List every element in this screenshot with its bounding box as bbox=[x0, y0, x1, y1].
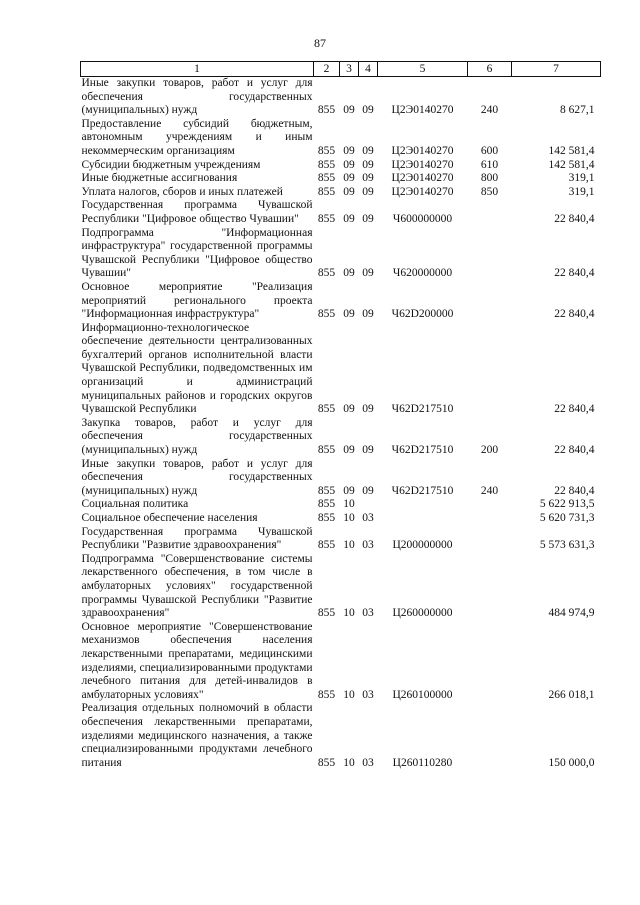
row-target-code: Ч620000000 bbox=[392, 267, 453, 280]
row-target-code: Ч62D217510 bbox=[391, 403, 454, 416]
row-section-code: 10 bbox=[343, 539, 355, 552]
row-amount: 22 840,4 bbox=[554, 444, 595, 457]
row-section-code: 09 bbox=[343, 104, 355, 117]
row-section-code: 10 bbox=[343, 607, 355, 620]
row-ministry-code: 855 bbox=[317, 756, 336, 769]
row-target-code: Ц260100000 bbox=[392, 688, 453, 701]
row-target-code: Ц2Э0140270 bbox=[391, 104, 454, 117]
row-subsection-code: 03 bbox=[362, 756, 374, 769]
column-header: 4 bbox=[359, 62, 378, 77]
row-amount: 484 974,9 bbox=[548, 607, 595, 620]
row-section-code: 09 bbox=[343, 308, 355, 321]
row-subsection-code: 09 bbox=[362, 158, 374, 171]
row-section-code: 10 bbox=[343, 498, 355, 511]
row-amount: 150 000,0 bbox=[548, 756, 595, 769]
table-row bbox=[81, 417, 601, 458]
table-row bbox=[81, 526, 601, 553]
row-section-code: 09 bbox=[343, 172, 355, 185]
row-target-code: Ч62D217510 bbox=[391, 444, 454, 457]
row-amount: 142 581,4 bbox=[548, 158, 595, 171]
row-amount: 8 627,1 bbox=[560, 104, 595, 117]
row-ministry-code: 855 bbox=[317, 607, 336, 620]
row-name: Иные закупки товаров, работ и услуг для обеспечения государственных (муниципальных) нужд bbox=[81, 457, 313, 497]
table-row bbox=[81, 172, 601, 186]
row-name: Государственная программа Чувашской Республики "Развитие здравоохранения" bbox=[81, 525, 313, 552]
row-section-code: 10 bbox=[343, 756, 355, 769]
row-amount: 22 840,4 bbox=[554, 267, 595, 280]
row-target-code: Ц2Э0140270 bbox=[391, 172, 454, 185]
table-row bbox=[81, 186, 601, 200]
row-section-code: 09 bbox=[343, 484, 355, 497]
row-section-code: 09 bbox=[343, 185, 355, 198]
table-body bbox=[81, 77, 601, 771]
row-target-code: Ч600000000 bbox=[392, 212, 453, 225]
table-row bbox=[81, 118, 601, 159]
row-name: Подпрограмма "Информационная инфраструктура" государственной программы Чувашской Республики "Цифровое общество Чувашии" bbox=[81, 226, 313, 280]
row-name: Иные бюджетные ассигнования bbox=[81, 172, 238, 185]
table-row bbox=[81, 159, 601, 173]
row-name: Уплата налогов, сборов и иных платежей bbox=[81, 185, 283, 198]
row-section-code: 10 bbox=[343, 512, 355, 524]
page-number: 87 bbox=[314, 36, 326, 50]
row-ministry-code: 855 bbox=[317, 688, 336, 701]
column-header: 5 bbox=[378, 62, 468, 77]
table-row bbox=[81, 227, 601, 281]
row-expense-type: 850 bbox=[480, 185, 499, 198]
row-section-code: 09 bbox=[343, 267, 355, 280]
row-name: Информационно-технологическое обеспечение деятельности централизованных бухгалтерий органов исполнительной власти Чувашской Республики, подведомственных им организаций и администраций муниципальных районов и городских округов Чувашской Республики bbox=[81, 321, 313, 416]
column-header: 3 bbox=[340, 62, 359, 77]
table-row bbox=[81, 322, 601, 417]
row-subsection-code: 09 bbox=[362, 185, 374, 198]
row-subsection-code: 09 bbox=[362, 144, 374, 157]
row-amount: 22 840,4 bbox=[554, 308, 595, 321]
row-expense-type: 240 bbox=[480, 104, 499, 117]
row-name: Социальная политика bbox=[81, 498, 189, 511]
row-expense-type bbox=[468, 702, 512, 770]
row-ministry-code: 855 bbox=[317, 104, 336, 117]
row-name: Реализация отдельных полномочий в области обеспечения лекарственными препаратами, изделиями медицинского назначения, а также специализированными продуктами лечебного питания bbox=[81, 702, 313, 769]
table-row bbox=[81, 281, 601, 322]
row-ministry-code: 855 bbox=[317, 185, 336, 198]
table-row bbox=[81, 458, 601, 499]
row-ministry-code: 855 bbox=[317, 444, 336, 457]
row-target-code: Ч62D217510 bbox=[391, 484, 454, 497]
row-amount: 142 581,4 bbox=[548, 144, 595, 157]
row-subsection-code: 09 bbox=[362, 444, 374, 457]
row-subsection-code: 09 bbox=[362, 172, 374, 185]
row-ministry-code: 855 bbox=[317, 539, 336, 552]
row-subsection-code: 09 bbox=[362, 308, 374, 321]
row-target-code: Ц2Э0140270 bbox=[391, 185, 454, 198]
table-row bbox=[81, 199, 601, 226]
row-section-code: 09 bbox=[343, 158, 355, 171]
row-expense-type bbox=[468, 512, 512, 526]
table-row bbox=[81, 702, 601, 770]
row-target-code bbox=[378, 498, 468, 512]
row-target-code: Ц260000000 bbox=[392, 607, 453, 620]
column-header: 6 bbox=[468, 62, 512, 77]
row-subsection-code: 03 bbox=[362, 512, 374, 524]
row-expense-type bbox=[468, 498, 512, 512]
row-name: Основное мероприятие "Совершенствование механизмов обеспечения населения лекарственными препаратами, медицинскими изделиями, специализированными продуктами лечебного питания для детей-инвалидов в амбулаторных условиях" bbox=[81, 620, 313, 701]
row-section-code: 09 bbox=[343, 444, 355, 457]
row-name: Иные закупки товаров, работ и услуг для обеспечения государственных (муниципальных) нужд bbox=[81, 77, 313, 117]
row-amount: 22 840,4 bbox=[554, 484, 595, 497]
row-amount: 266 018,1 bbox=[548, 688, 595, 701]
row-ministry-code: 855 bbox=[317, 484, 336, 497]
row-expense-type: 240 bbox=[480, 484, 499, 497]
row-subsection-code bbox=[359, 498, 378, 512]
table-row bbox=[81, 553, 601, 621]
row-amount: 5 573 631,3 bbox=[539, 539, 595, 552]
row-target-code bbox=[378, 512, 468, 526]
row-name: Предоставление субсидий бюджетным, автономным учреждениям и иным некоммерческим организациям bbox=[81, 117, 313, 157]
row-amount: 319,1 bbox=[568, 172, 595, 185]
column-header: 7 bbox=[512, 62, 601, 77]
table-row bbox=[81, 512, 601, 526]
row-expense-type bbox=[468, 526, 512, 553]
row-name: Подпрограмма "Совершенствование системы лекарственного обеспечения, в том числе в амбулаторных условиях" государственной программы Чувашской Республики "Развитие здравоохранения" bbox=[81, 552, 313, 620]
row-target-code: Ц2Э0140270 bbox=[391, 158, 454, 171]
row-expense-type bbox=[468, 281, 512, 322]
row-expense-type: 800 bbox=[480, 172, 499, 185]
table-header-row bbox=[81, 62, 601, 77]
table-row bbox=[81, 498, 601, 512]
table-row bbox=[81, 621, 601, 703]
row-amount: 5 620 731,3 bbox=[539, 512, 595, 524]
row-subsection-code: 09 bbox=[362, 212, 374, 225]
row-name: Основное мероприятие "Реализация мероприятий регионального проекта "Информационная инфраструктура" bbox=[81, 280, 313, 321]
column-header: 1 bbox=[81, 62, 314, 77]
row-subsection-code: 03 bbox=[362, 688, 374, 701]
row-section-code: 09 bbox=[343, 144, 355, 157]
column-header: 2 bbox=[314, 62, 340, 77]
row-subsection-code: 09 bbox=[362, 484, 374, 497]
row-target-code: Ц260110280 bbox=[392, 756, 453, 769]
row-amount: 22 840,4 bbox=[554, 403, 595, 416]
row-ministry-code: 855 bbox=[317, 498, 336, 511]
row-target-code: Ц200000000 bbox=[392, 539, 453, 552]
row-expense-type bbox=[468, 553, 512, 621]
table-row bbox=[81, 77, 601, 118]
row-subsection-code: 09 bbox=[362, 403, 374, 416]
row-expense-type bbox=[468, 621, 512, 703]
row-target-code: Ц2Э0140270 bbox=[391, 144, 454, 157]
row-subsection-code: 09 bbox=[362, 267, 374, 280]
row-section-code: 09 bbox=[343, 403, 355, 416]
row-expense-type bbox=[468, 227, 512, 281]
row-ministry-code: 855 bbox=[317, 144, 336, 157]
row-expense-type: 600 bbox=[480, 144, 499, 157]
row-amount: 319,1 bbox=[568, 185, 595, 198]
row-ministry-code: 855 bbox=[317, 403, 336, 416]
row-subsection-code: 03 bbox=[362, 607, 374, 620]
row-section-code: 09 bbox=[343, 212, 355, 225]
row-subsection-code: 09 bbox=[362, 104, 374, 117]
row-ministry-code: 855 bbox=[317, 172, 336, 185]
row-ministry-code: 855 bbox=[317, 512, 336, 524]
row-ministry-code: 855 bbox=[317, 212, 336, 225]
row-subsection-code: 03 bbox=[362, 539, 374, 552]
row-ministry-code: 855 bbox=[317, 267, 336, 280]
row-name: Социальное обеспечение населения bbox=[81, 512, 258, 524]
row-ministry-code: 855 bbox=[317, 158, 336, 171]
row-expense-type bbox=[468, 322, 512, 417]
row-section-code: 10 bbox=[343, 688, 355, 701]
row-expense-type bbox=[468, 199, 512, 226]
row-name: Закупка товаров, работ и услуг для обеспечения государственных (муниципальных) нужд bbox=[81, 416, 313, 457]
row-name: Субсидии бюджетным учреждениям bbox=[81, 158, 261, 171]
row-target-code: Ч62D200000 bbox=[391, 308, 454, 321]
row-amount: 22 840,4 bbox=[554, 212, 595, 225]
row-name: Государственная программа Чувашской Республики "Цифровое общество Чувашии" bbox=[81, 199, 313, 225]
budget-table bbox=[80, 61, 601, 770]
row-expense-type: 610 bbox=[480, 158, 499, 171]
row-expense-type: 200 bbox=[480, 444, 499, 457]
row-amount: 5 622 913,5 bbox=[539, 498, 595, 511]
row-ministry-code: 855 bbox=[317, 308, 336, 321]
